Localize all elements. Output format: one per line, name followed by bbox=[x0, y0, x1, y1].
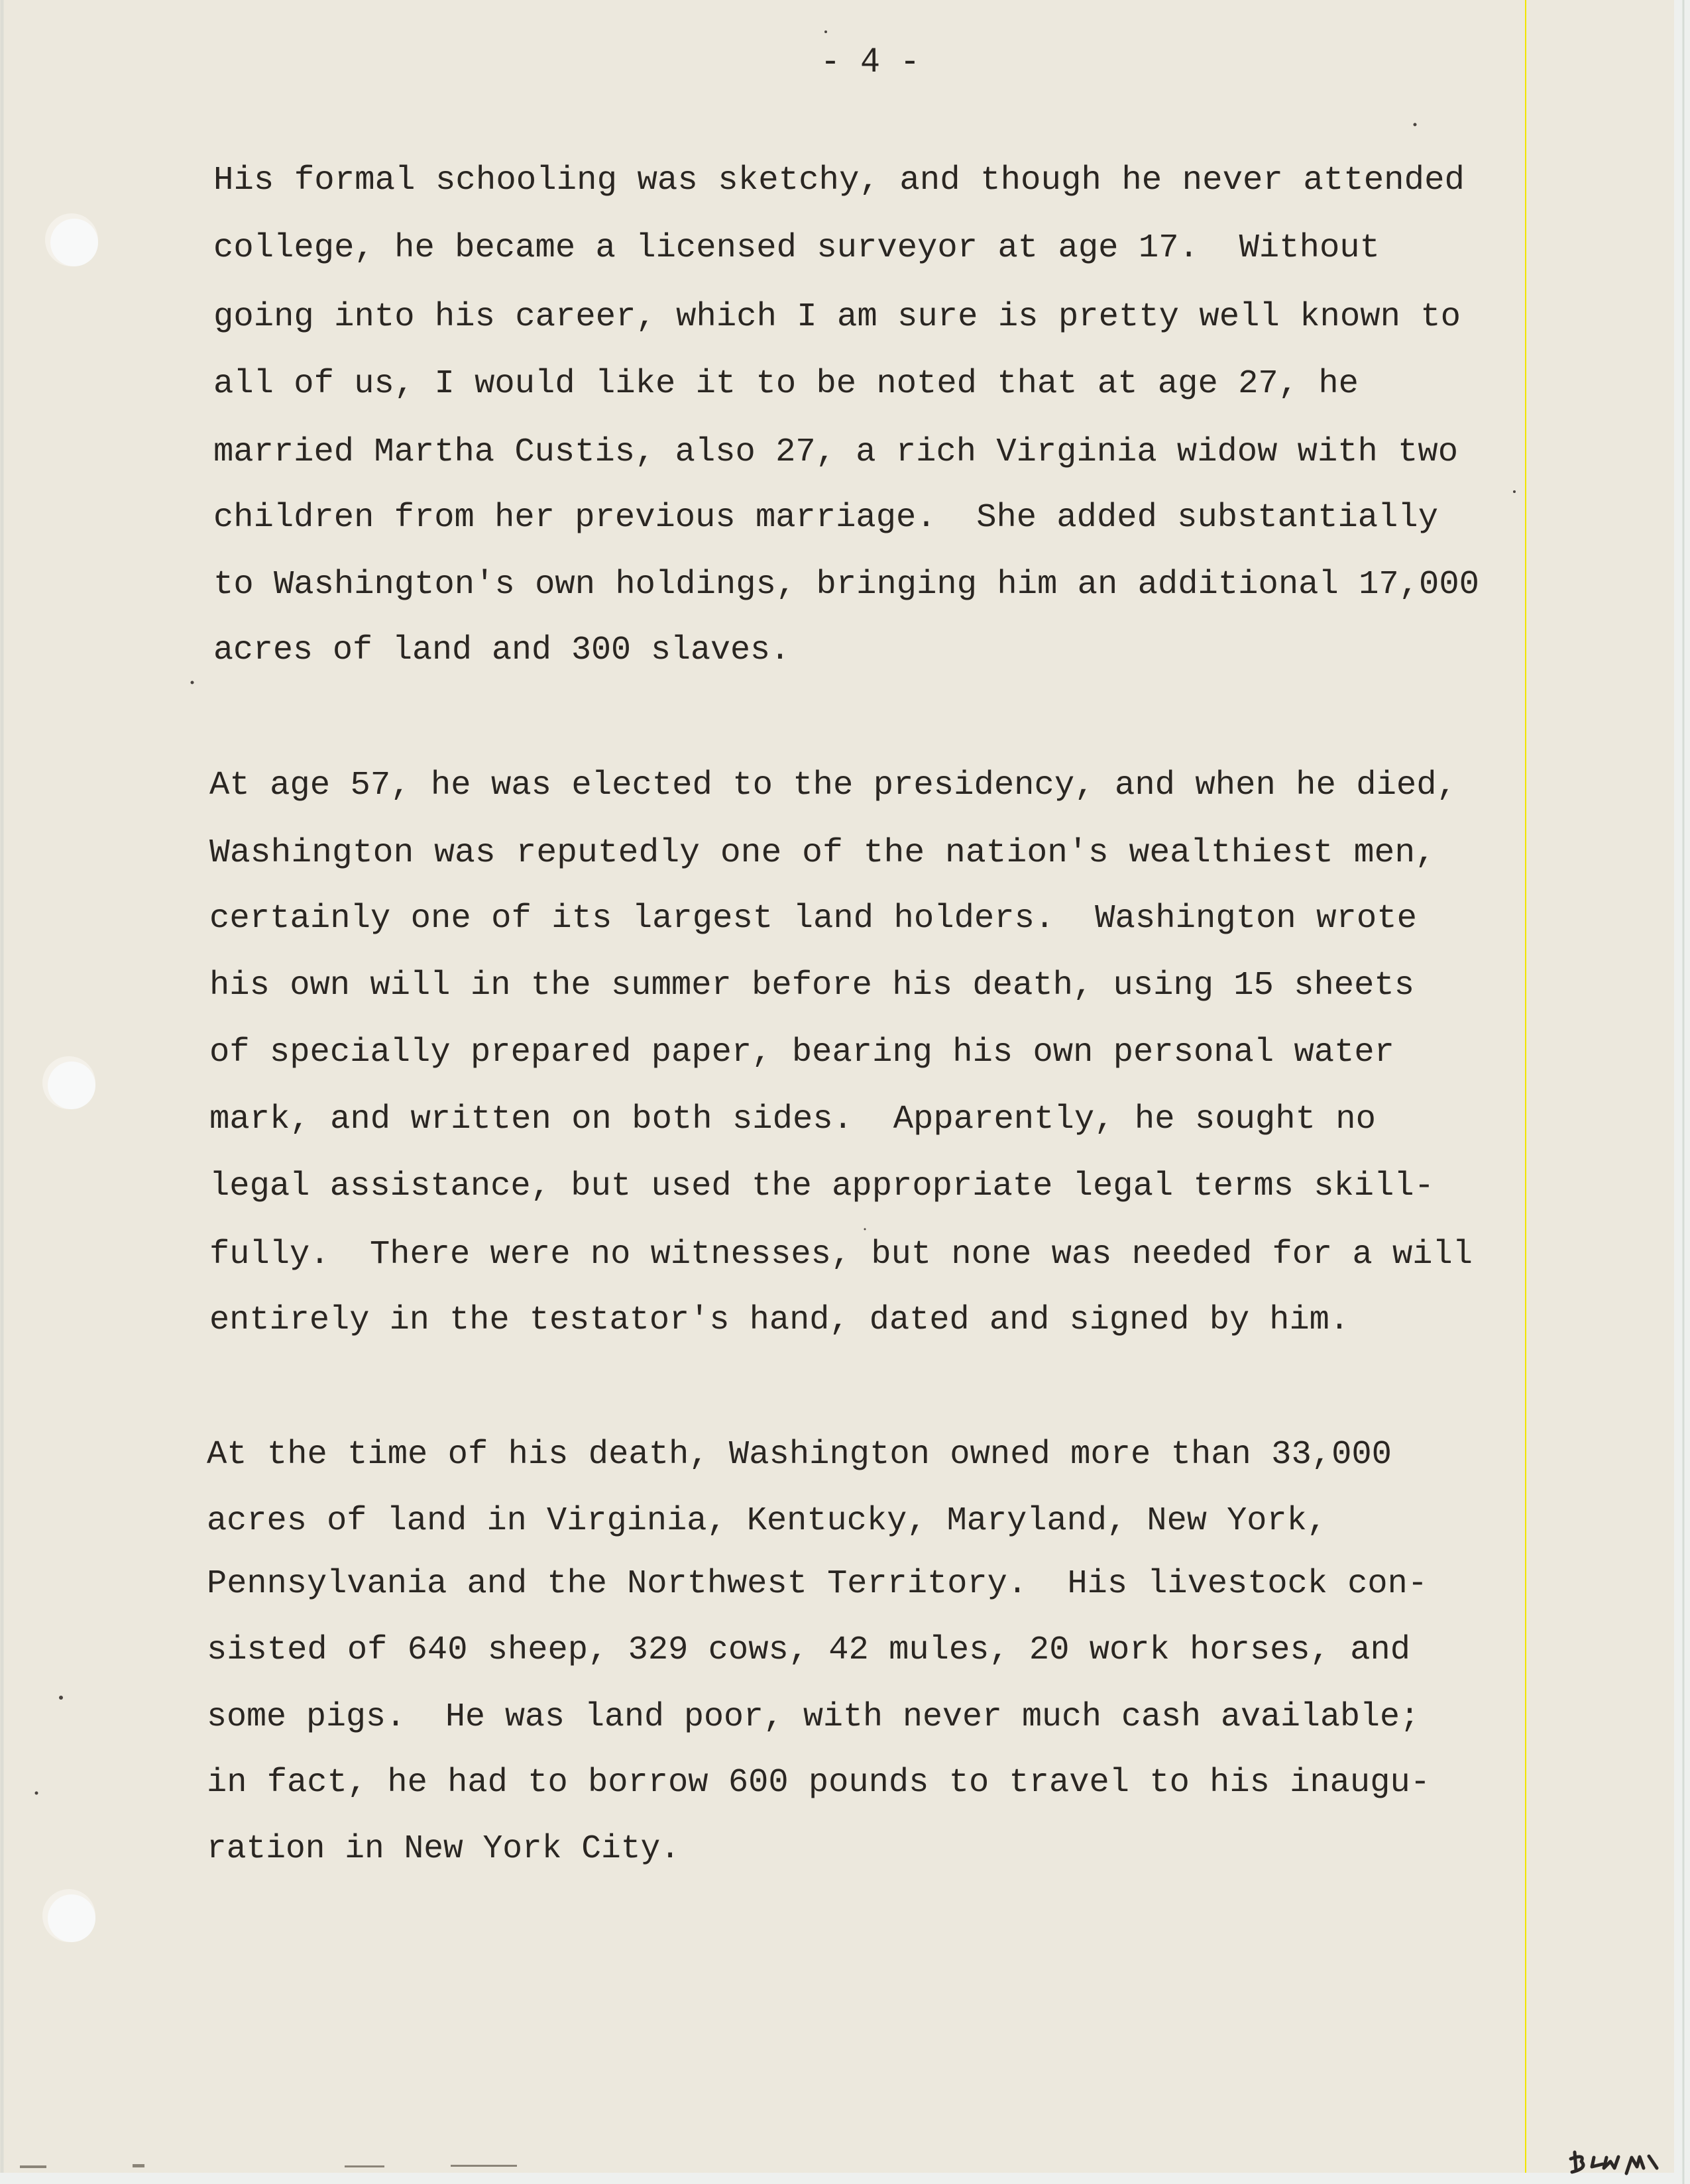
text-line: children from her previous marriage. She added substantially bbox=[213, 499, 1438, 537]
binder-hole-top bbox=[45, 213, 98, 266]
text-line: going into his career, which I am sure is pretty well known to bbox=[213, 298, 1461, 336]
text-line: acres of land and 300 slaves. bbox=[213, 631, 790, 669]
text-line: sisted of 640 sheep, 329 cows, 42 mules, 20 work horses, and bbox=[207, 1631, 1410, 1669]
text-line: His formal schooling was sketchy, and though he never attended bbox=[213, 162, 1465, 199]
text-line: Washington was reputedly one of the nation's wealthiest men, bbox=[209, 834, 1436, 872]
text-line: ration in New York City. bbox=[207, 1830, 680, 1868]
text-line: married Martha Custis, also 27, a rich Virginia widow with two bbox=[213, 433, 1458, 471]
text-line: At the time of his death, Washington owned more than 33,000 bbox=[207, 1436, 1392, 1474]
text-line: legal assistance, but used the appropriate legal terms skill- bbox=[209, 1168, 1434, 1205]
text-line: certainly one of its largest land holders. Washington wrote bbox=[209, 900, 1417, 938]
text-line: all of us, I would like it to be noted that at age 27, he bbox=[213, 365, 1359, 403]
text-line: Pennsylvania and the Northwest Territory. His livestock con- bbox=[207, 1565, 1428, 1603]
text-line: At age 57, he was elected to the presidency, and when he died, bbox=[209, 767, 1457, 804]
text-line: fully. There were no witnesses, but none was needed for a will bbox=[209, 1236, 1473, 1274]
text-line: acres of land in Virginia, Kentucky, Maryland, New York, bbox=[207, 1502, 1327, 1540]
binder-hole-middle bbox=[42, 1056, 95, 1109]
text-line: mark, and written on both sides. Apparently, he sought no bbox=[209, 1101, 1376, 1138]
text-line: in fact, he had to borrow 600 pounds to travel to his inaugu- bbox=[207, 1764, 1430, 1802]
binder-hole-bottom bbox=[42, 1889, 95, 1942]
text-line: college, he became a licensed surveyor at age 17. Without bbox=[213, 229, 1380, 267]
text-line: entirely in the testator's hand, dated and signed by him. bbox=[209, 1301, 1350, 1339]
page-number: - 4 - bbox=[820, 42, 920, 83]
text-line: his own will in the summer before his death, using 15 sheets bbox=[209, 967, 1414, 1005]
text-line: some pigs. He was land poor, with never much cash available; bbox=[207, 1698, 1420, 1736]
text-line: of specially prepared paper, bearing his own personal water bbox=[209, 1034, 1394, 1071]
text-line: to Washington's own holdings, bringing him an additional 17,000 bbox=[213, 566, 1479, 604]
paragraph-2 bbox=[209, 767, 1473, 1339]
